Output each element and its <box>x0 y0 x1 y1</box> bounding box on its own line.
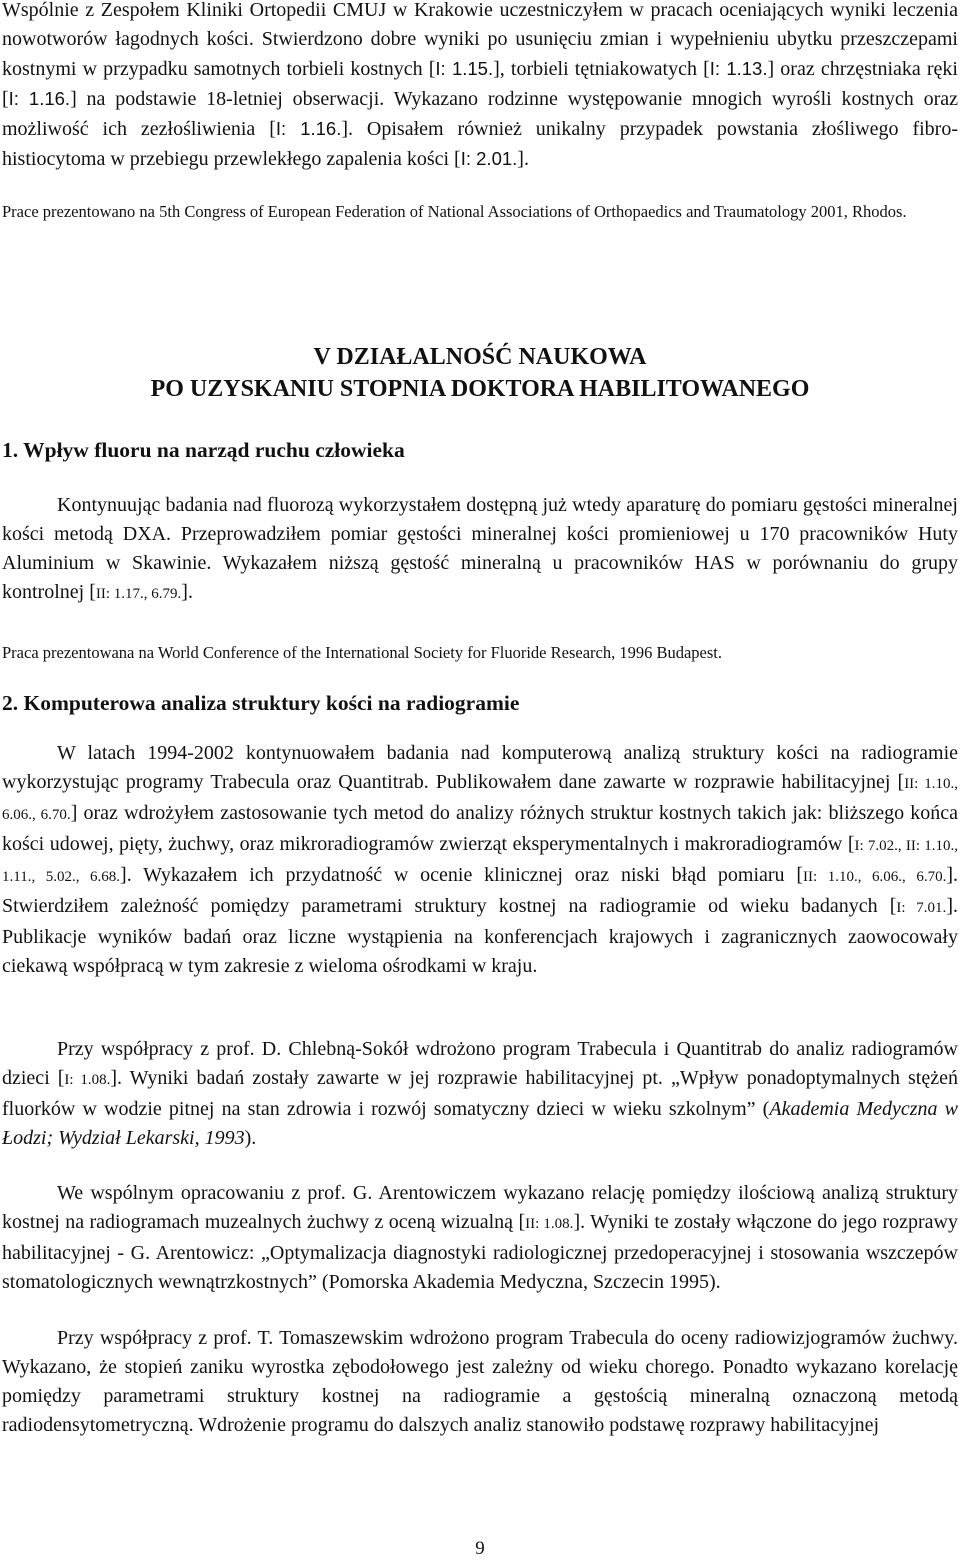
paragraph-tomaszewski: Przy współpracy z prof. T. Tomaszewskim wdrożono program Trabecula do oceny radiowizjogramów żuchwy. Wykazano, że stopień zaniku wyrostka zębodołowego jest zależny od wieku chorego. Ponadto wykazano korelację pomiędzy parametrami struktury kostnej na radiogramie a gęstością mineralną oznaczoną metodą radiodensytometryczną. Wdrożenie programu do dalszych analiz stanowiło podstawę rozprawy habilitacyjnej <box>2 1327 958 1436</box>
paragraph-arentowicz: We wspólnym opracowaniu z prof. G. Arentowiczem wykazano relację pomiędzy ilościową analizą struktury kostnej na radiogramach muzealnych żuchwy z oceną wizualną [II: 1.08.]. Wyniki te zostały włączone do jego rozprawy habilitacyjnej - G. Arentowicz: „Optymalizacja diagnostyki radiologicznej przedoperacyjnej i stosowania wszczepów stomatologicznych wewnątrzkostnych” (Pomorska Akademia Medyczna, Szczecin 1995). <box>2 1182 958 1293</box>
paragraph-chlebna-sokol: Przy współpracy z prof. D. Chlebną-Sokół wdrożono program Trabecula i Quantitrab do analiz radiogramów dzieci [I: 1.08.]. Wyniki badań zostały zawarte w jej rozprawie habilitacyjnej pt. „Wpływ ponadoptymalnych stężeń fluorków w wodzie pitnej na stan zdrowia i rozwój somatyczny dzieci w wieku szkolnym” (Akademia Medyczna w Łodzi; Wydział Lekarski, 1993). <box>2 1038 958 1149</box>
heading-fluoride: 1. Wpływ fluoru na narząd ruchu człowieka <box>2 438 405 462</box>
paragraph-bone-tumors: Wspólnie z Zespołem Kliniki Ortopedii CMUJ w Krakowie uczestniczyłem w pracach oceniających wyniki leczenia nowotworów łagodnych kości. Stwierdzono dobre wyniki po usunięciu zmian i wypełnieniu ubytku przeszczepami kostnymi w przypadku samotnych torbieli kostnych [I: 1.15.], torbieli tętniakowatych [I: 1.13.] oraz chrzęstniaka ręki [I: 1.16.] na podstawie 18-letniej obserwacji. Wykazano rodzinne występowanie mnogich wyrośli kostnych oraz możliwość ich zezłośliwienia [I: 1.16.]. Opisałem również unikalny przypadek powstania złośliwego fibro-histiocytoma w przebiegu przewlekłego zapalenia kości [I: 2.01.]. <box>2 0 959 170</box>
page-number: 9 <box>475 1538 485 1559</box>
section-title-line2: PO UZYSKANIU STOPNIA DOKTORA HABILITOWANEGO <box>150 376 810 402</box>
presentation-note-efort: Prace prezentowano na 5th Congress of European Federation of National Associations of Orthopaedics and Traumatology 2001, Rhodos. <box>2 202 907 221</box>
paragraph-fluoride-dxa: Kontynuując badania nad fluorozą wykorzystałem dostępną już wtedy aparaturę do pomiaru gęstości mineralnej kości metodą DXA. Przeprowadziłem pomiar gęstości mineralnej kości promieniowej u 170 pracowników Huty Aluminium w Skawinie. Wykazałem niższą gęstość mineralną u pracowników HAS w porównaniu do grupy kontrolnej [II: 1.17., 6.79.]. <box>2 494 958 603</box>
heading-computer-analysis: 2. Komputerowa analiza struktury kości na radiogramie <box>2 691 520 715</box>
section-title-line1: V DZIAŁALNOŚĆ NAUKOWA <box>313 344 647 370</box>
presentation-note-isfr: Praca prezentowana na World Conference of the International Society for Fluoride Research, 1996 Budapest. <box>2 643 722 662</box>
paragraph-trabecula-quantitrab: W latach 1994-2002 kontynuowałem badania nad komputerową analizą struktury kości na radiogramie wykorzystując programy Trabecula oraz Quantitrab. Publikowałem dane zawarte w rozprawie habilitacyjnej [II: 1.10., 6.06., 6.70.] oraz wdrożyłem zastosowanie tych metod do analizy różnych struktur kostnych takich jak: bliższego końca kości udowej, pięty, żuchwy, oraz mikroradiogramów zwierząt eksperymentalnych i makroradiogramów [I: 7.02., II: 1.10., 1.11., 5.02., 6.68.]. Wykazałem ich przydatność w ocenie klinicznej oraz niski błąd pomiaru [II: 1.10., 6.06., 6.70.]. Stwierdziłem zależność pomiędzy parametrami struktury kostnej na radiogramie od wieku badanych [I: 7.01.]. Publikacje wyników badań oraz liczne wystąpienia na konferencjach krajowych i zagranicznych zaowocowały ciekawą współpracą w tym zakresie z wieloma ośrodkami w kraju. <box>2 742 958 977</box>
